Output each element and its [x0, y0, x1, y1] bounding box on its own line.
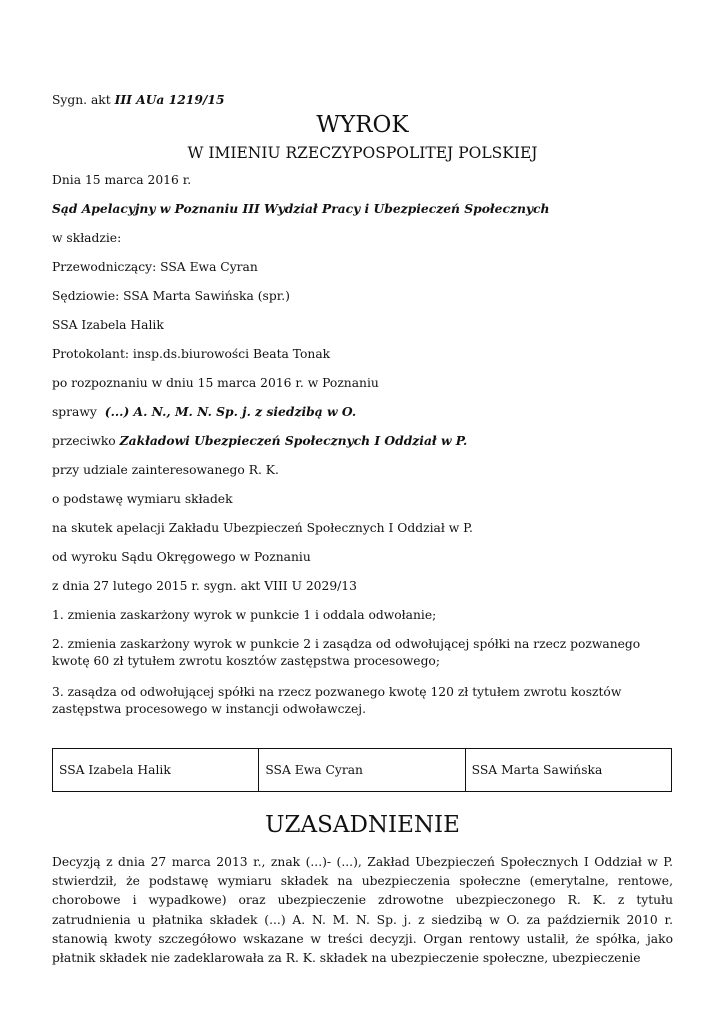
- signatures-table: [52, 748, 672, 792]
- ruling-item: 2. zmienia zaskarżony wyrok w punkcie 2 i zasądza od odwołującej spółki na rzecz pozwanego kwotę 60 zł tytułem zwrotu kosztów zastępstwa procesowego;: [52, 637, 641, 668]
- appeal-line: na skutek apelacji Zakładu Ubezpieczeń Społecznych I Oddział w P.: [52, 521, 473, 535]
- signature-cell: SSA Ewa Cyran: [259, 749, 465, 792]
- justification-title: UZASADNIENIE: [265, 812, 460, 838]
- chair-judge: Przewodniczący: SSA Ewa Cyran: [52, 260, 258, 274]
- document-title: WYROK: [316, 112, 409, 138]
- hearing-info: po rozpoznaniu w dniu 15 marca 2016 r. w Poznaniu: [52, 376, 379, 390]
- case-number: [52, 92, 225, 109]
- signature-cell: SSA Izabela Halik: [53, 749, 259, 792]
- signature-cell: SSA Marta Sawińska: [465, 749, 671, 792]
- judges: Sędziowie: SSA Marta Sawińska (spr.): [52, 289, 290, 303]
- against-party: Zakładowi Ubezpieczeń Społecznych I Oddział w P.: [119, 433, 468, 448]
- case-number-label: Sygn. akt: [52, 93, 115, 107]
- case-party: (...) A. N., M. N. Sp. j. z siedzibą w O.: [104, 404, 357, 419]
- judgment-date-line: z dnia 27 lutego 2015 r. sygn. akt VIII U 2029/13: [52, 579, 357, 593]
- judge-second: SSA Izabela Halik: [52, 318, 164, 332]
- case-prefix: sprawy: [52, 405, 101, 419]
- ruling-item: 3. zasądza od odwołującej spółki na rzecz pozwanego kwotę 120 zł tytułem zwrotu kosztów zastępstwa procesowego w instancji odwoławczej.: [52, 685, 622, 716]
- participant-line: przy udziale zainteresowanego R. K.: [52, 463, 279, 477]
- against-line: [52, 433, 467, 450]
- court-clerk: Protokolant: insp.ds.biurowości Beata Tonak: [52, 347, 331, 361]
- case-line: [52, 404, 356, 421]
- judgment-date: Dnia 15 marca 2016 r.: [52, 173, 192, 187]
- ruling-item: 1. zmienia zaskarżony wyrok w punkcie 1 i oddala odwołanie;: [52, 608, 437, 622]
- subject-line: o podstawę wymiaru składek: [52, 492, 233, 506]
- against-prefix: przeciwko: [52, 434, 120, 448]
- court-name: Sąd Apelacyjny w Poznaniu III Wydział Pracy i Ubezpieczeń Społecznych: [52, 201, 550, 216]
- case-number-value: III AUa 1219/15: [114, 92, 225, 107]
- from-judgment-line: od wyroku Sądu Okręgowego w Poznaniu: [52, 550, 311, 564]
- composition-label: w składzie:: [52, 231, 122, 245]
- justification-text: Decyzją z dnia 27 marca 2013 r., znak (...)- (...), Zakład Ubezpieczeń Społecznych I Oddział w P. stwierdził, że podstawę wymiaru składek na ubezpieczenia społeczne (emerytalne, rentowe, chorobowe i wypadkowe) oraz ubezpieczenie zdrowotne ubezpieczonego R. K. z tytułu zatrudnienia u płatnika składek (...) A. N. M. N. Sp. j. z siedzibą w O. za październik 2010 r. stanowią kwoty szczegółowo wskazane w treści decyzji. Organ rentowy ustalił, że spółka, jako płatnik składek nie zadeklarowała za R. K. składek na ubezpieczenie społeczne, ubezpieczenie: [52, 855, 673, 966]
- document-subtitle: W IMIENIU RZECZYPOSPOLITEJ POLSKIEJ: [187, 144, 538, 162]
